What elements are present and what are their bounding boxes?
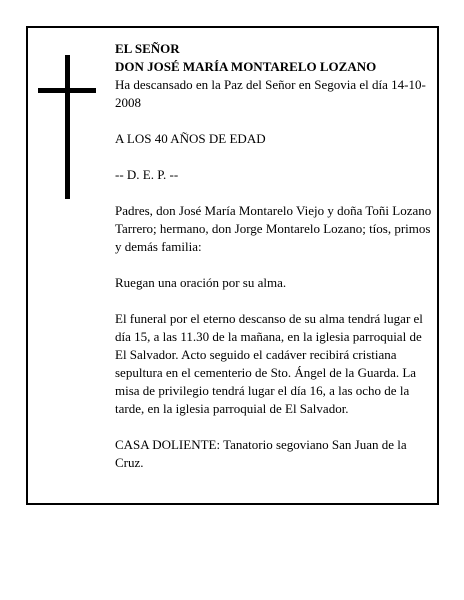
deceased-name: DON JOSÉ MARÍA MONTARELO LOZANO — [115, 59, 377, 74]
death-info: Ha descansado en la Paz del Señor en Segovia el día 14-10-2008 — [115, 77, 426, 110]
prayer-request: Ruegan una oración por su alma. — [115, 275, 287, 290]
funeral-details: El funeral por el eterno descanso de su alma tendrá lugar el día 15, a las 11.30 de la mañana, en la iglesia parroquial de El Salvador. Acto seguido el cadáver recibirá cristiana sepultura en el cementerio de Sto. Ángel de la Guarda. La misa de privilegio tendrá lugar el día 16, a las ocho de la tarde, en la iglesia parroquial de El Salvador. — [115, 311, 423, 416]
obituary-notice — [26, 26, 439, 505]
mourning-house: CASA DOLIENTE: Tanatorio segoviano San Juan de la Cruz. — [115, 437, 407, 470]
family-list: Padres, don José María Montarelo Viejo y doña Toñi Lozano Tarrero; hermano, don Jorge Montarelo Lozano; tíos, primos y demás familia: — [115, 203, 432, 254]
cross-icon — [38, 55, 96, 199]
cross-vertical-bar — [65, 55, 70, 199]
cross-horizontal-bar — [38, 88, 96, 93]
rip-line: -- D. E. P. -- — [115, 167, 179, 182]
notice-heading-title: EL SEÑOR — [115, 41, 180, 56]
age-at-death: A LOS 40 AÑOS DE EDAD — [115, 131, 266, 146]
notice-text — [115, 40, 433, 490]
